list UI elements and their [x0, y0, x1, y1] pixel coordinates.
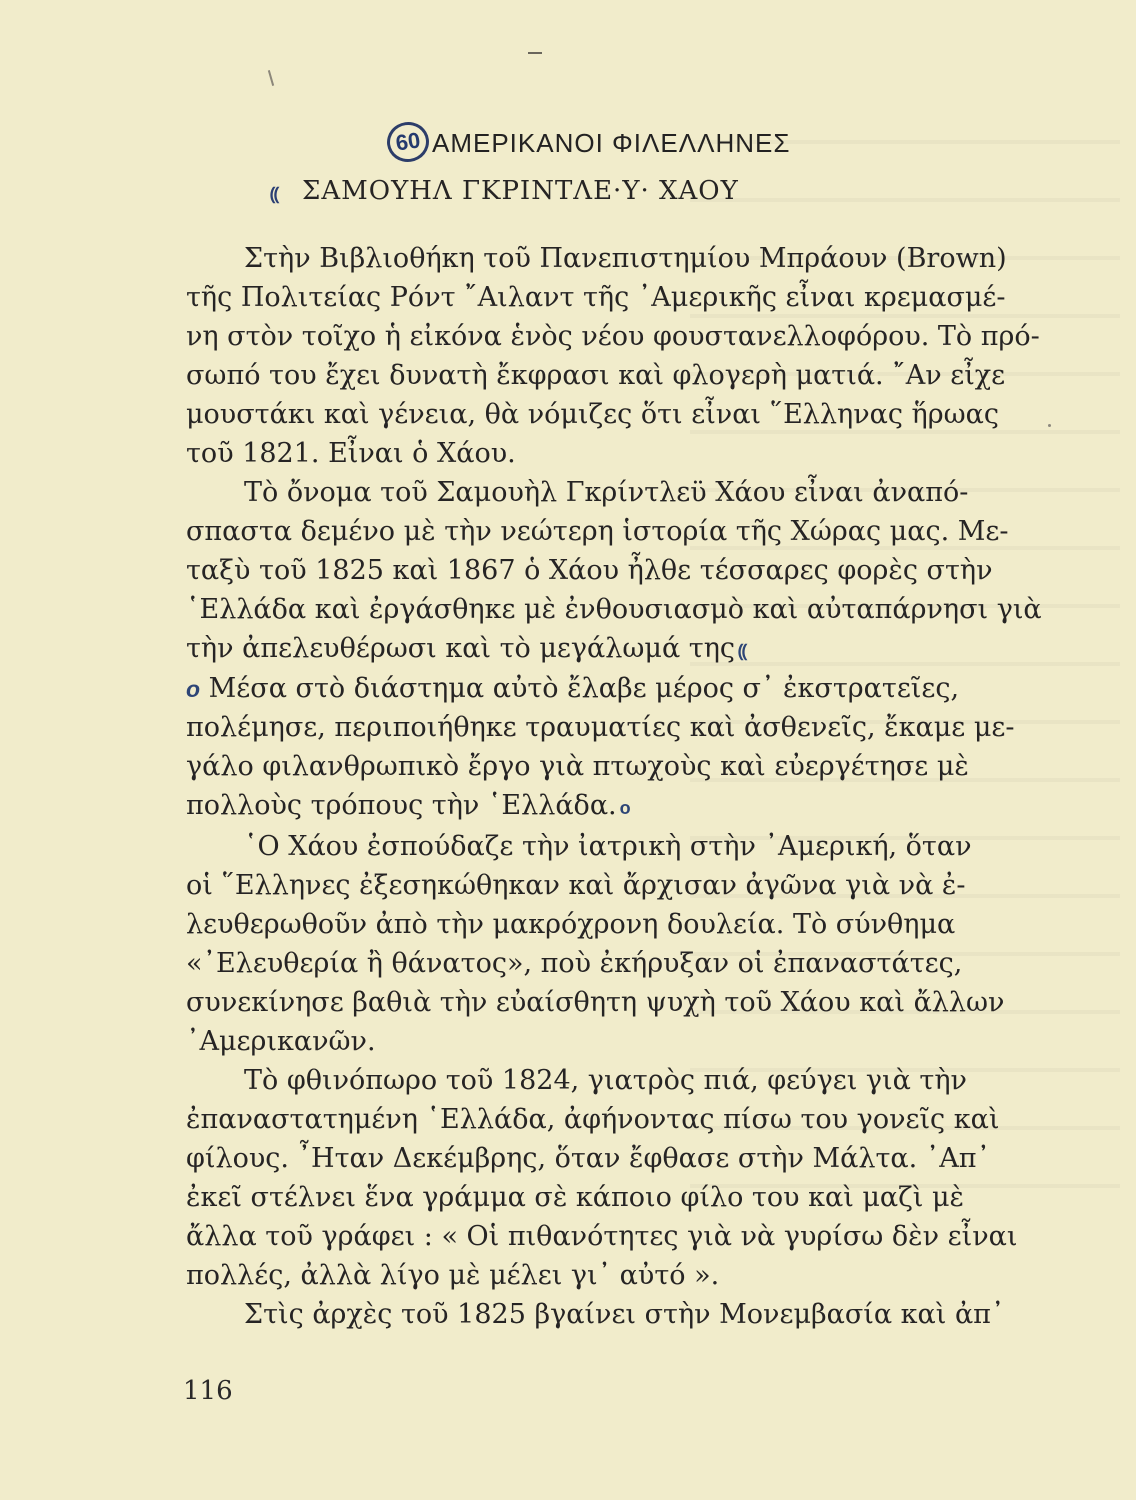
- text-line: φίλους. ῏Ηταν Δεκέμβρης, ὅταν ἔφθασε στὴν Μάλτα. ᾿Απ᾿: [186, 1142, 991, 1174]
- handwritten-end-mark: ⸨: [738, 640, 748, 661]
- text-line-content: Μέσα στὸ διάστημα αὐτὸ ἔλαβε μέρος σ᾿ ἐκστρατεῖες,: [208, 673, 960, 705]
- text-line: σωπό του ἔχει δυνατὴ ἔκφρασι καὶ φλογερὴ ματιά. ῎Αν εἶχε: [186, 359, 1006, 391]
- text-line: ἐπαναστατημένη ῾Ελλάδα, ἀφήνοντας πίσω του γονεῖς καὶ: [186, 1103, 1000, 1135]
- text-line: μουστάκι καὶ γένεια, θὰ νόμιζες ὅτι εἶναι ῞Ελληνας ἥρωας: [186, 398, 999, 430]
- text-line: «᾿Ελευθερία ἢ θάνατος», ποὺ ἐκήρυξαν οἱ ἐπαναστάτες,: [186, 948, 963, 980]
- text-line: ᾿Αμερικανῶν.: [186, 1026, 376, 1058]
- text-line: Στὴν Βιβλιοθήκη τοῦ Πανεπιστημίου Μπράουν (Brown): [244, 243, 1007, 274]
- text-line: τῆς Πολιτείας Ρόντ ῎Αιλαντ τῆς ᾿Αμερικῆς εἶναι κρεμασμέ-: [186, 281, 1006, 313]
- text-line: [186, 787, 986, 828]
- text-line: τοῦ 1821. Εἶναι ὁ Χάου.: [186, 437, 516, 469]
- margin-tick-mark: [268, 70, 274, 86]
- text-line-content: τὴν ἀπελευθέρωσι καὶ τὸ μεγάλωμά της: [186, 632, 736, 664]
- person-name-subtitle: ΣΑΜΟΥΗΛ ΓΚΡΙΝΤΛΕ·Υ· ΧΑΟΥ: [302, 176, 739, 206]
- text-line: συνεκίνησε βαθιὰ τὴν εὐαίσθητη ψυχὴ τοῦ Χάου καὶ ἄλλων: [186, 987, 1005, 1019]
- top-dash-mark: [528, 52, 542, 54]
- text-line: Τὸ ὄνομα τοῦ Σαμουὴλ Γκρίντλεϋ Χάου εἶναι ἀναπό-: [244, 476, 969, 508]
- text-line: πολλές, ἀλλὰ λίγο μὲ μέλει γι᾿ αὐτό ».: [186, 1259, 720, 1291]
- text-line: [186, 630, 986, 671]
- text-line: Τὸ φθινόπωρο τοῦ 1824, γιατρὸς πιά, φεύγει γιὰ τὴν: [244, 1065, 967, 1097]
- text-line-content: πολλοὺς τρόπους τὴν ῾Ελλάδα.: [186, 790, 617, 822]
- chapter-header: [240, 118, 900, 164]
- text-line: λευθερωθοῦν ἀπὸ τὴν μακρόχρονη δουλεία. Τὸ σύνθημα: [186, 909, 956, 941]
- text-line: πολέμησε, περιποιήθηκε τραυματίες καὶ ἀσθενεῖς, ἔκαμε με-: [186, 712, 1015, 744]
- text-line: γάλο φιλανθρωπικὸ ἔργο γιὰ πτωχοὺς καὶ εὐεργέτησε μὲ: [186, 751, 969, 783]
- handwritten-start-mark: ο: [186, 676, 201, 703]
- text-line: σπαστα δεμένο μὲ τὴν νεώτερη ἱστορία τῆς Χώρας μας. Με-: [186, 515, 1009, 547]
- handwritten-end-mark: ο: [619, 798, 631, 819]
- text-line: Στὶς ἀρχὲς τοῦ 1825 βγαίνει στὴν Μονεμβασία καὶ ἀπ᾿: [244, 1298, 1005, 1330]
- text-line: ταξὺ τοῦ 1825 καὶ 1867 ὁ Χάου ἦλθε τέσσαρες φορὲς στὴν: [186, 554, 993, 586]
- handwritten-insert-mark: ⸨: [270, 184, 280, 204]
- text-line: ἄλλα τοῦ γράφει : « Οἱ πιθανότητες γιὰ νὰ γυρίσω δὲν εἶναι: [186, 1220, 1018, 1252]
- margin-dot-mark: [1048, 424, 1051, 427]
- subtitle-row: [270, 170, 870, 214]
- text-line: νη στὸν τοῖχο ἡ εἰκόνα ἑνὸς νέου φουστανελλοφόρου. Τὸ πρό-: [186, 320, 1040, 352]
- text-line: ῾Ελλάδα καὶ ἐργάσθηκε μὲ ἐνθουσιασμὸ καὶ αὐταπάρνησι γιὰ: [186, 593, 1042, 625]
- chapter-number-circle: 60: [384, 119, 431, 164]
- text-line: οἱ ῞Ελληνες ἐξεσηκώθηκαν καὶ ἄρχισαν ἀγῶνα γιὰ νὰ ἐ-: [186, 870, 966, 902]
- text-line: ῾Ο Χάου ἐσπούδαζε τὴν ἰατρικὴ στὴν ᾿Αμερική, ὅταν: [244, 831, 972, 863]
- chapter-title: ΑΜΕΡΙΚΑΝΟΙ ΦΙΛΕΛΛΗΝΕΣ: [432, 128, 791, 158]
- text-line: [186, 670, 986, 709]
- text-line: ἐκεῖ στέλνει ἕνα γράμμα σὲ κάποιο φίλο του καὶ μαζὶ μὲ: [186, 1181, 964, 1213]
- body-text: [186, 240, 1042, 1335]
- page-number: 116: [183, 1376, 233, 1406]
